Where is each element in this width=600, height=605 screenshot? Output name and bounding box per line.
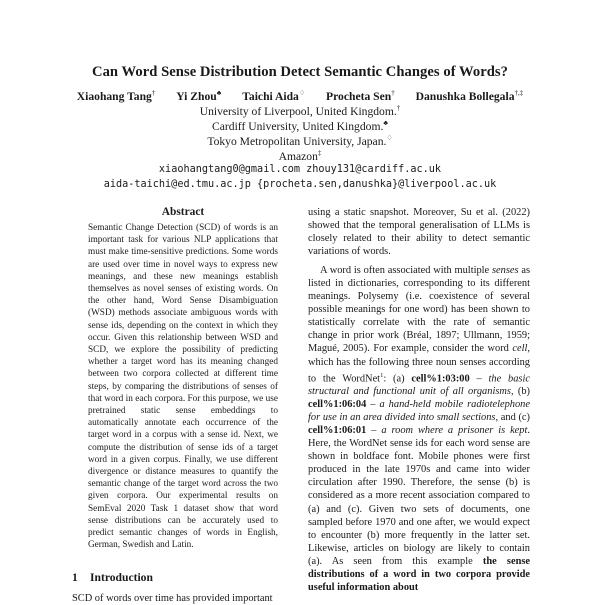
section-heading: 1 Introduction: [72, 571, 153, 584]
intro-text: SCD of words over time has provided important: [72, 593, 273, 604]
sense-id: cell%1:06:01: [308, 425, 367, 437]
abstract-heading: Abstract: [161, 206, 205, 218]
affiliation: Cardiff University, United Kingdom.♣: [212, 119, 388, 133]
author-list: [0, 89, 600, 103]
paragraph: A word is often associated with multiple senses as listed in dictionaries, corresponding to its different meanings. Polysemy (i.e. coexistence of several possible meanings for one word) has been shown to statistically correlate with the rate of semantic change in prior work (Bréal, 1897; Ullmann, 1959; Magué, 2005). For example, consider the word cell, which has the following three noun senses according to the WordNet$^1$: (a) cell%1:03:00 – the basic structural and functional unit of all organisms, (b) cell%1:06:04 – a hand-held mobile radiotelephone for use in an area divided into small sections, and (c) cell%1:06:01 – a room where a prisoner is kept. Here, the WordNet sense ids for each word sense are shown in boldface font. Mobile phones were first produced in the late 1970s and came into wider circulation after 1990. Therefore, the sense (b) is considered as a more recent association compared to (a) and (c). Given two sets of documents, one sampled before 1970 and one after, we would expect to encounter (b) more frequently in the latter set. Likewise, articles on biology are likely to contain (a). As seen from this example the sense distributions of a word in two corpora provide useful information about: [308, 265, 531, 593]
author: Yi Zhou♣: [176, 89, 222, 103]
author: Xiaohang Tang†: [76, 89, 156, 103]
footnote-mark[interactable]: 1: [380, 371, 384, 379]
paper-title: Can Word Sense Distribution Detect Semantic Changes of Words?: [91, 64, 508, 80]
affiliation: University of Liverpool, United Kingdom.†: [199, 104, 401, 118]
author: Taichi Aida♢: [242, 89, 306, 103]
abstract-text: Semantic Change Detection (SCD) of words is an important task for various NLP applications that must make time-sensitive predictions. Some words are used over time in novel ways to express new meanings, and these new meanings establish themselves as novel senses of existing words. On the other hand, Word Sense Disambiguation (WSD) methods associate ambiguous words with sense ids, depending on the context in which they occur. Given this relationship between WSD and SCD, we explore the possibility of predicting whether a target word has its meaning changed between two corpora collected at different time steps, by comparing the distributions of senses of that word in each corpora. For this purpose, we use pretrained static sense embeddings to automatically annotate each occurrence of the target word in a corpus with a sense id. Next, we compute the distribution of sense ids of a target word in a given corpus. Finally, we use different divergence or distance measures to quantify the semantic change of the target word across the two given corpora. Our experimental results on SemEval 2020 Task 1 dataset show that word sense distributions can be accurately used to predict semantic changes of words in English, German, Swedish and Latin.: [88, 223, 278, 551]
sense-id: cell%1:03:00: [411, 373, 470, 385]
author: Procheta Sen†: [326, 89, 395, 103]
right-column: [308, 206, 530, 594]
affiliation: Tokyo Metropolitan University, Japan.♢: [207, 134, 393, 148]
affiliation: Amazon‡: [278, 149, 322, 163]
author: Danushka Bollegala†,‡: [415, 89, 524, 103]
email-line[interactable]: xiaohangtang0@gmail.com zhouy131@cardiff.ac.uk: [158, 164, 442, 175]
paragraph: using a static snapshot. Moreover, Su et al. (2022) showed that the temporal generalisation of LLMs is closely related to their ability to detect semantic variations of words.: [308, 207, 530, 258]
sense-id: cell%1:06:04: [308, 399, 367, 411]
email-line[interactable]: aida-taichi@ed.tmu.ac.jp {procheta.sen,danushka}@liverpool.ac.uk: [103, 179, 497, 190]
